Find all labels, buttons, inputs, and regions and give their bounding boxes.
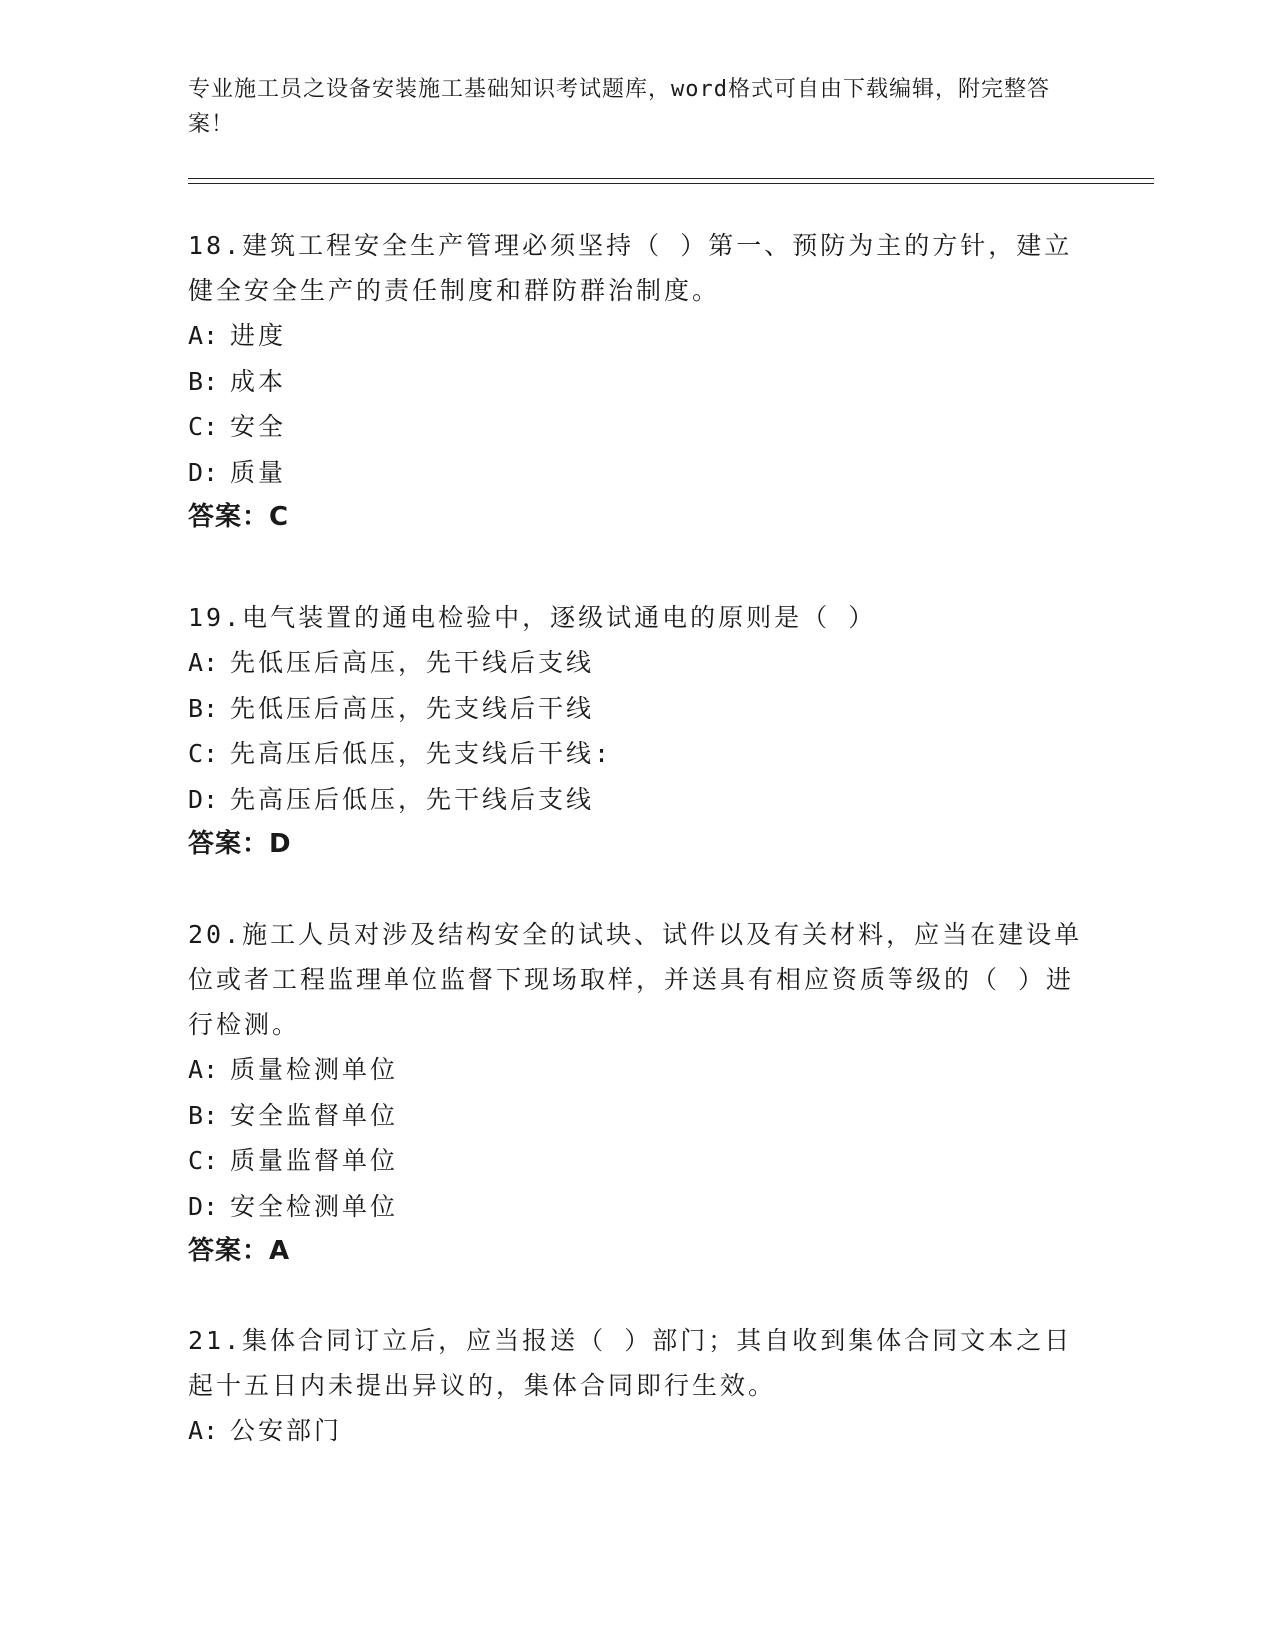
option-key: A: <box>188 1416 219 1445</box>
question-21 <box>188 1318 1088 1454</box>
answer-line: 答案：A <box>188 1236 291 1266</box>
option-a <box>188 640 1088 686</box>
answer-line: 答案：D <box>188 829 292 859</box>
question-20 <box>188 912 1088 1274</box>
option-b <box>188 1093 1088 1139</box>
question-stem: 18.建筑工程安全生产管理必须坚持（ ）第一、预防为主的方针，建立健全安全生产的责任制度和群防群治制度。 <box>188 231 1073 305</box>
option-text: 先高压后低压，先支线后干线: <box>230 739 613 768</box>
option-text: 进度 <box>230 321 287 350</box>
option-key: C: <box>188 739 219 768</box>
option-key: C: <box>188 1146 219 1175</box>
option-key: D: <box>188 1191 219 1221</box>
option-key: D: <box>188 784 219 814</box>
option-key: A: <box>188 321 219 350</box>
option-key: A: <box>188 1055 219 1084</box>
option-text: 先低压后高压，先支线后干线 <box>230 693 595 723</box>
option-c <box>188 1138 1088 1184</box>
document-header: 专业施工员之设备安装施工基础知识考试题库，word格式可自由下载编辑，附完整答案！ <box>188 77 1050 137</box>
question-stem: 19.电气装置的通电检验中，逐级试通电的原则是（ ） <box>188 603 877 632</box>
option-key: A: <box>188 648 219 677</box>
option-b <box>188 686 1088 732</box>
option-text: 安全检测单位 <box>230 1191 399 1221</box>
option-key: B: <box>188 366 219 396</box>
option-a <box>188 313 1088 359</box>
question-stem: 21.集体合同订立后，应当报送（ ）部门；其自收到集体合同文本之日起十五日内未提出异议的，集体合同即行生效。 <box>188 1326 1073 1400</box>
option-text: 成本 <box>230 366 287 396</box>
option-text: 质量检测单位 <box>230 1055 399 1084</box>
option-c <box>188 731 1088 777</box>
question-19 <box>188 595 1088 867</box>
option-d <box>188 777 1088 823</box>
option-d <box>188 450 1088 496</box>
option-key: B: <box>188 693 219 723</box>
question-18 <box>188 223 1088 540</box>
answer-line: 答案：C <box>188 502 290 532</box>
option-text: 安全监督单位 <box>230 1100 399 1130</box>
option-a <box>188 1408 1088 1454</box>
option-key: C: <box>188 412 219 441</box>
option-d <box>188 1184 1088 1230</box>
option-key: B: <box>188 1100 219 1130</box>
question-stem: 20.施工人员对涉及结构安全的试块、试件以及有关材料，应当在建设单位或者工程监理单位监督下现场取样，并送具有相应资质等级的（ ）进行检测。 <box>188 920 1083 1039</box>
option-b <box>188 359 1088 405</box>
header-divider <box>188 178 1154 179</box>
option-text: 先低压后高压，先干线后支线 <box>230 648 595 677</box>
option-text: 质量监督单位 <box>230 1146 399 1175</box>
option-text: 安全 <box>230 412 287 441</box>
option-text: 质量 <box>230 457 287 487</box>
option-text: 公安部门 <box>230 1416 343 1445</box>
option-c <box>188 404 1088 450</box>
option-key: D: <box>188 457 219 487</box>
option-text: 先高压后低压，先干线后支线 <box>230 784 595 814</box>
header-divider-second <box>188 183 1154 184</box>
option-a <box>188 1047 1088 1093</box>
